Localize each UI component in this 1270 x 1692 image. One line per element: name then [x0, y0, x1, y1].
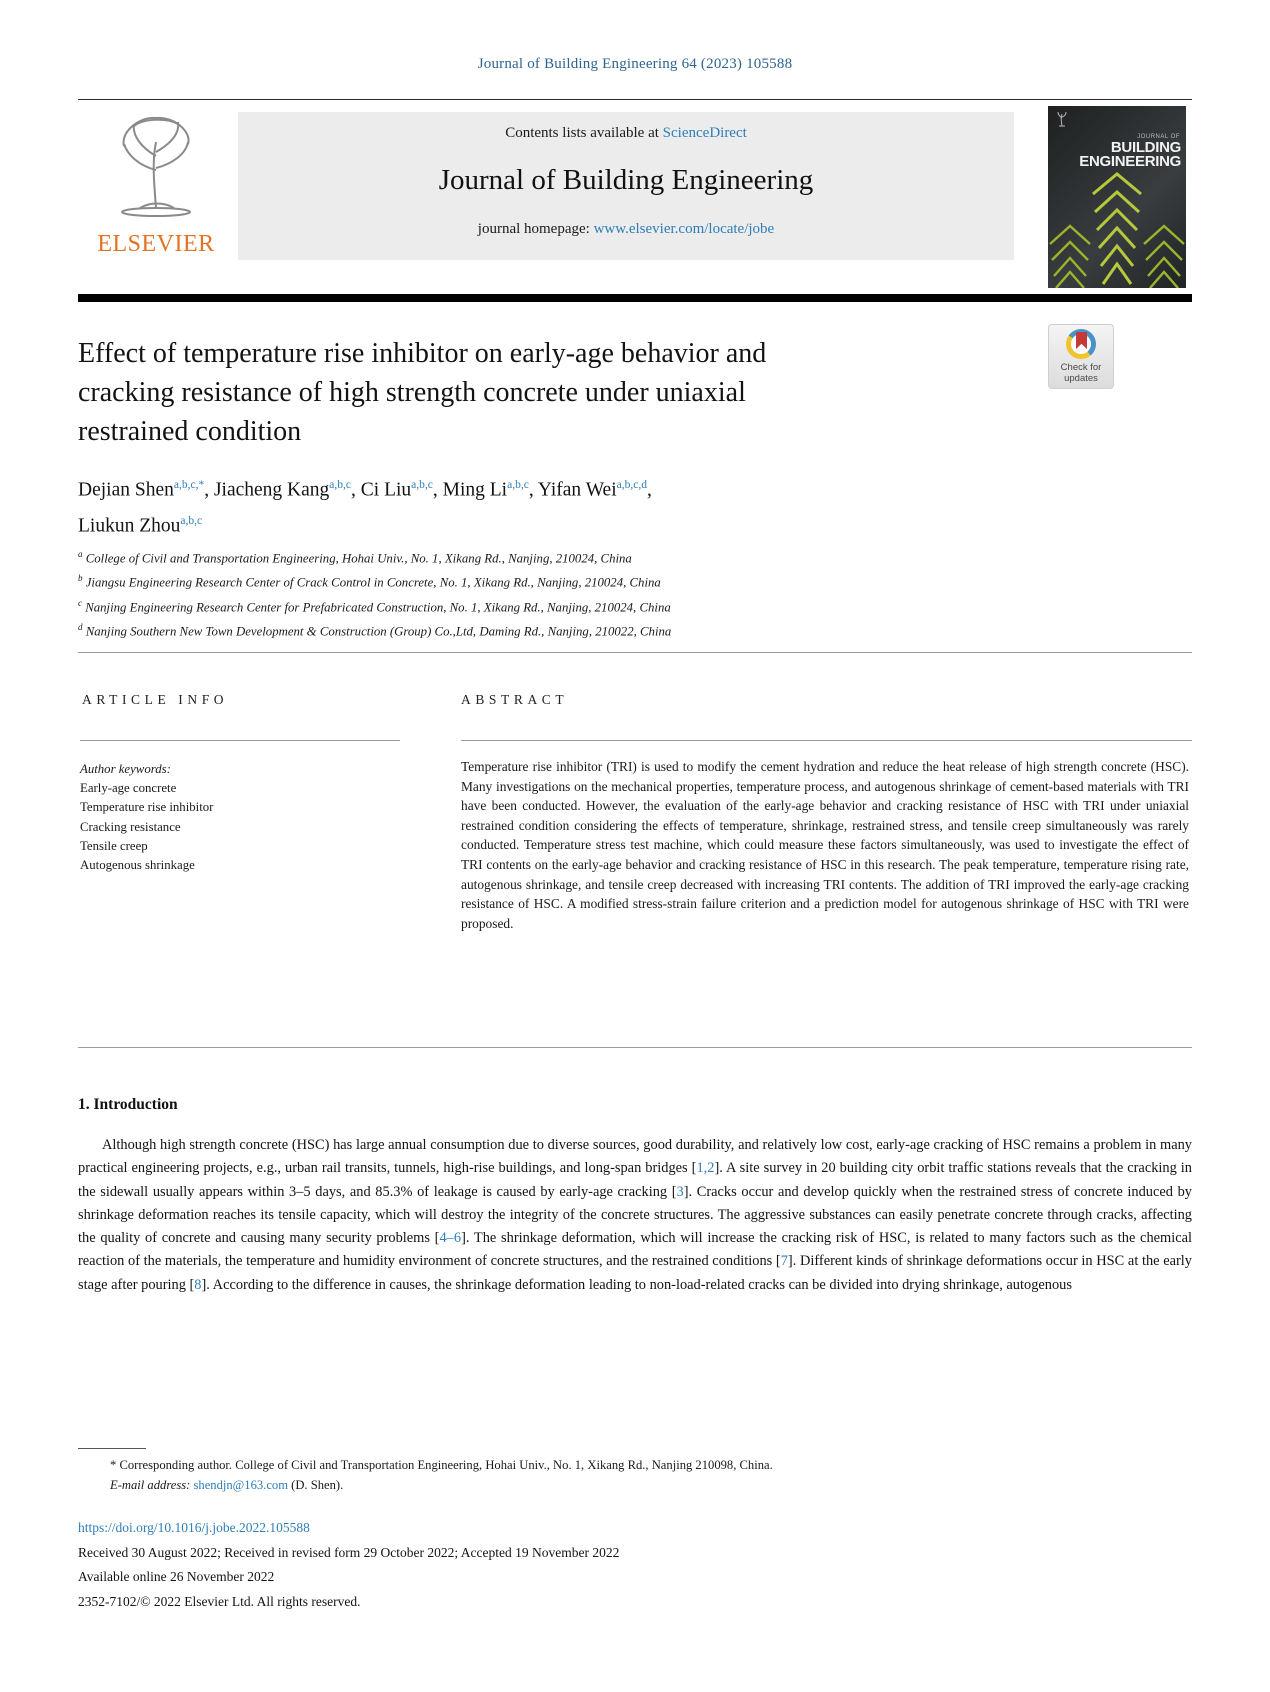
elsevier-logo [80, 112, 232, 260]
author-sup[interactable]: a,b,c [507, 479, 529, 491]
homepage-line [238, 221, 1014, 238]
contents-prefix: Contents lists available at [505, 125, 663, 141]
author-name: Ci Liu [360, 479, 412, 501]
affiliation-line: $^b$ Jiangsu Engineering Research Center of Crack Control in Concrete, No. 1, Xikang Rd., Nanjing, 210024, China [78, 573, 661, 590]
citation-link[interactable]: 1,2 [696, 1160, 715, 1177]
check-updates-badge[interactable] [1048, 324, 1114, 389]
article-title [78, 334, 978, 451]
check-updates-icon [1066, 329, 1096, 359]
section-divider [78, 652, 1192, 653]
affiliation-line: $^c$ Nanjing Engineering Research Center for Prefabricated Construction, No. 1, Xikang Rd., Nanjing, 210024, China [78, 597, 671, 614]
keyword-item: Autogenous shrinkage [80, 858, 195, 873]
email-suffix: (D. Shen). [288, 1478, 344, 1492]
citation-link[interactable]: 8 [194, 1276, 202, 1293]
header-top-rule [78, 99, 1192, 100]
journal-title: Journal of Building Engineering [438, 164, 814, 196]
keyword-item: Early-age concrete [80, 781, 177, 796]
elsevier-wordmark: ELSEVIER [97, 231, 215, 257]
copyright-line: 2352-7102/© 2022 Elsevier Ltd. All rights reserved. [78, 1593, 361, 1609]
cover-elsevier-mark-icon [1055, 111, 1069, 129]
corresponding-author-note: * Corresponding author. College of Civil and Transportation Engineering, Hohai Univ., No. 1, Xikang Rd., Nanjing 210098, China. [110, 1458, 773, 1472]
journal-reference: Journal of Building Engineering 64 (2023) 105588 [477, 56, 793, 72]
journal-header-box [238, 112, 1014, 260]
affiliations [78, 544, 1078, 641]
abstract-rule [461, 740, 1192, 741]
footer-block [78, 1516, 1178, 1614]
author-sup[interactable]: a,b,c [180, 514, 203, 527]
doi-link[interactable]: https://doi.org/10.1016/j.jobe.2022.105588 [78, 1520, 310, 1535]
keyword-item: Temperature rise inhibitor [80, 800, 214, 815]
elsevier-tree-icon [104, 112, 208, 224]
intro-heading: 1. Introduction [78, 1096, 178, 1113]
author-sup[interactable]: a,b,c [411, 479, 433, 491]
email-label: E-mail address: [110, 1478, 191, 1492]
author-sup[interactable]: a,b,c,d [616, 479, 647, 491]
sciencedirect-link[interactable]: ScienceDirect [662, 125, 747, 141]
author-name: Yifan Wei [537, 479, 617, 501]
author-name: Dejian Shen [78, 479, 174, 501]
homepage-prefix: journal homepage: [477, 221, 594, 237]
cover-trees-icon [1048, 160, 1186, 288]
affiliation-line: $^d$ Nanjing Southern New Town Development & Construction (Group) Co.,Ltd, Daming Rd., Nanjing, 210022, China [78, 621, 672, 639]
affiliation-line: $^a$ College of Civil and Transportation Engineering, Hohai Univ., No. 1, Xikang Rd., Nanjing, 210024, China [78, 549, 632, 566]
citation-link[interactable]: 7 [780, 1253, 788, 1270]
email-line [110, 1475, 1090, 1495]
journal-cover-thumbnail [1048, 106, 1186, 288]
check-updates-label: Check for updates [1060, 362, 1102, 384]
authors-line: Dejian Shen$^{a,b,c,*}$, Jiacheng Kang$^{a,b,c}$, Ci Liu$^{a,b,c}$, Ming Li$^{a,b,c}$, Yifan Wei$^{a,b,c,d}$, Liukun Zhou$^{a,b,c}$ [78, 479, 652, 536]
received-line: Received 30 August 2022; Received in revised form 29 October 2022; Accepted 19 November 2022 [78, 1544, 620, 1560]
keyword-item: Tensile creep [80, 838, 148, 853]
author-sup[interactable]: a,b,c [329, 479, 352, 491]
article-info-heading: ARTICLE INFO [82, 692, 229, 707]
cover-journal-of: JOURNAL OF [1137, 134, 1180, 140]
author-name: Liukun Zhou [78, 515, 181, 536]
keywords-label: Author keywords: [80, 762, 171, 776]
footnote-rule [78, 1448, 146, 1449]
author-name: Jiacheng Kang [213, 479, 330, 501]
email-link[interactable]: shendjn@163.com [193, 1478, 288, 1492]
footnote-block [110, 1455, 1090, 1495]
keywords-block [80, 760, 400, 875]
cover-title: BUILDING ENGINEERING [1079, 139, 1181, 170]
title-line-2: cracking resistance of high strength concrete under uniaxial [78, 377, 746, 408]
citation-link[interactable]: 3 [676, 1183, 684, 1200]
keyword-item: Cracking resistance [80, 819, 181, 834]
bookmark-icon [1076, 332, 1087, 349]
author-name: Ming Li [442, 479, 508, 501]
homepage-link[interactable]: www.elsevier.com/locate/jobe [593, 221, 775, 237]
title-line-3: restrained condition [78, 416, 302, 447]
abstract-bottom-divider [78, 1047, 1192, 1048]
contents-line [238, 125, 1014, 142]
citation-link[interactable]: 4–6 [439, 1230, 462, 1247]
author-sup[interactable]: a,b,c,* [173, 479, 205, 491]
intro-paragraph: Although high strength concrete (HSC) has large annual consumption due to diverse sources, good durability, and relatively low cost, early-age cracking of HSC remains a problem in many practical engineering projects, e.g., urban rail transits, tunnels, high-rise buildings, and long-span bridges [1,2]. A site survey in 20 building city orbit traffic stations reveals that the cracking in the sidewall usually appears within 3–5 days, and 85.3% of leakage is caused by early-age cracking [3]. Cracks occur and develop quickly when the restrained stress of concrete induced by shrinkage deformation reaches its tensile capacity, which will destroy the integrity of the concrete structures. The aggressive substances can easily penetrate concrete through cracks, affecting the quality of concrete and causing many security problems [4–6]. The shrinkage deformation, which will increase the cracking risk of HSC, is related to many factors such as the chemical reaction of the materials, the temperature and humidity environment of concrete structures, and the restrained conditions [7]. Different kinds of shrinkage deformations occur in HSC at the early stage after pouring [8]. According to the difference in causes, the shrinkage deformation leading to non-load-related cracks can be divided into drying shrinkage, autogenous [78, 1137, 1193, 1293]
header-black-bar [78, 294, 1192, 302]
abstract-text: Temperature rise inhibitor (TRI) is used to modify the cement hydration and reduce the heat release of high strength concrete (HSC). Many investigations on the mechanical properties, temperature process, and autogenous shrinkage of cement-based materials with TRI have been conducted. However, the evaluation of the early-age behavior and cracking resistance of HSC with TRI under uniaxial restrained condition considering the effects of temperature, shrinkage, restrained stress, and tensile creep simultaneously was rarely conducted. Temperature stress test machine, which could measure these factors simultaneously, was used to investigate the effect of TRI contents on the early-age behavior and cracking resistance of HSC in this research. The peak temperature, temperature rising rate, autogenous shrinkage, and tensile creep decreased with increasing TRI contents. The addition of TRI improved the early-age cracking resistance of HSC. A modified stress-strain failure criterion and a prediction model for autogenous shrinkage of HSC with TRI were proposed. [461, 759, 1189, 931]
article-info-rule [80, 740, 400, 741]
available-online-line: Available online 26 November 2022 [78, 1569, 275, 1584]
abstract-heading: ABSTRACT [461, 692, 569, 707]
title-line-1: Effect of temperature rise inhibitor on early-age behavior and [78, 338, 767, 369]
